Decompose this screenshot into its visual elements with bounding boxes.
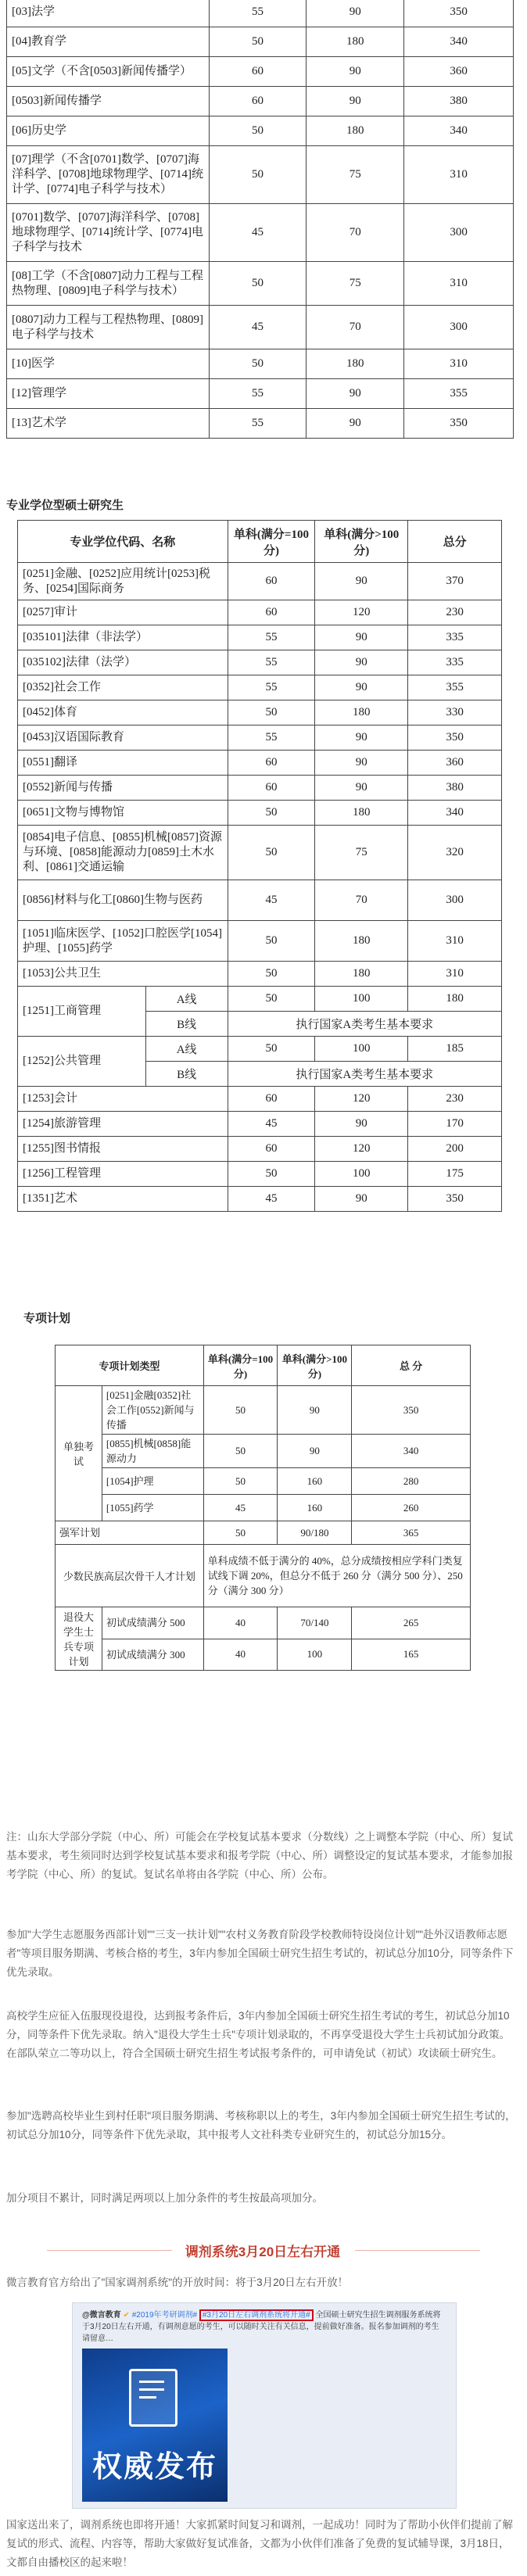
line-b-note: 执行国家A类考生基本要求 [228, 1062, 501, 1087]
section-title-special-plan: 专项计划 [23, 1312, 71, 1325]
score-single-over100: 90 [315, 776, 408, 801]
table-row [56, 1435, 471, 1468]
score-total: 300 [408, 880, 502, 921]
table-row [18, 1162, 502, 1187]
score-single-100: 50 [209, 349, 307, 379]
score-single-over100: 180 [307, 27, 404, 57]
score-total: 265 [352, 1607, 471, 1639]
score-single-over100: 70 [307, 306, 404, 349]
table-row [18, 826, 502, 880]
plan-name: [1055]药学 [102, 1495, 203, 1521]
score-total: 350 [352, 1386, 471, 1435]
score-single-over100: 90 [278, 1386, 352, 1435]
table-row [18, 776, 502, 801]
score-total: 355 [404, 379, 514, 409]
score-single-over100: 90 [315, 675, 408, 700]
degree-name: [1053]公共卫生 [18, 962, 228, 987]
score-total: 260 [352, 1495, 471, 1521]
score-single-over100: 90 [278, 1435, 352, 1468]
group-single-exam: 单独考试 [56, 1386, 102, 1521]
score-total: 280 [352, 1468, 471, 1495]
score-single-100: 60 [228, 776, 315, 801]
degree-name: [0452]体育 [18, 700, 228, 726]
score-total: 340 [404, 116, 514, 146]
score-single-over100: 70/140 [278, 1607, 352, 1639]
score-total: 380 [408, 776, 502, 801]
bonus-paragraph-rule: 加分项目不累计，同时满足两项以上加分条件的考生按最高项加分。 [6, 2192, 323, 2204]
score-total: 365 [352, 1521, 471, 1545]
score-single-100: 60 [228, 751, 315, 776]
verified-icon: ✔ [123, 2311, 130, 2320]
degree-name: [0257]审计 [18, 600, 228, 625]
discipline-name: [06]历史学 [7, 116, 210, 146]
score-total: 310 [408, 962, 502, 987]
degree-name: [1251]工商管理 [18, 987, 146, 1037]
score-total: 370 [408, 563, 502, 600]
score-total: 350 [404, 0, 514, 27]
table-row [7, 0, 514, 27]
score-single-over100: 90 [315, 1112, 408, 1137]
line-b-label: B线 [145, 1062, 228, 1087]
score-single-over100: 180 [315, 801, 408, 826]
score-single-100: 50 [228, 1162, 315, 1187]
table-professional-degree [17, 520, 502, 1212]
score-single-100: 50 [203, 1386, 278, 1435]
score-total: 310 [408, 921, 502, 962]
score-single-100: 50 [228, 801, 315, 826]
table-row [7, 349, 514, 379]
discipline-name: [0503]新闻传播学 [7, 87, 210, 116]
table-row [56, 1521, 471, 1545]
score-single-100: 45 [228, 1187, 315, 1212]
table-row [18, 700, 502, 726]
table-row [18, 1187, 502, 1212]
table-row [18, 962, 502, 987]
score-single-over100: 160 [278, 1495, 352, 1521]
score-single-100: 45 [209, 204, 307, 262]
banner-title: 调剂系统3月20日左右开通 [185, 2245, 341, 2259]
score-single-over100: 90 [307, 409, 404, 439]
score-single-over100: 90 [315, 563, 408, 600]
table-row [18, 650, 502, 675]
score-total: 340 [352, 1435, 471, 1468]
score-single-over100: 90 [307, 87, 404, 116]
score-total: 335 [408, 625, 502, 650]
table-row [7, 57, 514, 87]
score-total: 230 [408, 600, 502, 625]
score-single-over100: 120 [315, 1137, 408, 1162]
degree-name: [0854]电子信息、[0855]机械[0857]资源与环境、[0858]能源动力[0859]土木水利、[0861]交通运输 [18, 826, 228, 880]
discipline-name: [07]理学（不含[0701]数学、[0707]海洋科学、[0708]地球物理学、[0714]统计学、[0774]电子科学与技术） [7, 146, 210, 204]
table-academic-degree [6, 0, 514, 439]
discipline-name: [0701]数学、[0707]海洋科学、[0708]地球物理学、[0714]统计学、[0774]电子科学与技术 [7, 204, 210, 262]
score-total: 335 [408, 650, 502, 675]
score-single-100: 45 [228, 880, 315, 921]
score-single-over100: 75 [307, 262, 404, 306]
score-single-100: 40 [203, 1607, 278, 1639]
score-single-over100: 180 [315, 921, 408, 962]
post-highlight: #3月20日左右调剂系统将开通# [199, 2309, 314, 2321]
table-row [18, 625, 502, 650]
discipline-name: [13]艺术学 [7, 409, 210, 439]
table-header [56, 1345, 471, 1386]
degree-name: [0251]金融、[0252]应用统计[0253]税务、[0254]国际商务 [18, 563, 228, 600]
table-row [56, 1607, 471, 1639]
plan-name: [1054]护理 [102, 1468, 203, 1495]
score-total: 360 [408, 751, 502, 776]
table-row [56, 1495, 471, 1521]
intro-paragraph: 微言教育官方给出了"国家调剂系统"的开放时间：将于3月20日左右开放！ [6, 2277, 349, 2288]
score-single-100: 55 [228, 726, 315, 751]
score-single-100: 50 [228, 921, 315, 962]
score-single-over100: 90 [315, 751, 408, 776]
table-row [56, 1468, 471, 1495]
document-icon [129, 2369, 177, 2427]
header-total: 总 分 [352, 1345, 471, 1386]
score-total: 360 [404, 57, 514, 87]
score-single-100: 60 [228, 563, 315, 600]
table-row [7, 204, 514, 262]
score-single-100: 55 [209, 0, 307, 27]
score-total: 355 [408, 675, 502, 700]
score-total: 310 [404, 349, 514, 379]
score-single-100: 50 [209, 146, 307, 204]
score-single-over100: 100 [315, 987, 408, 1012]
score-single-100: 60 [209, 87, 307, 116]
table-row [18, 880, 502, 921]
degree-name: [0552]新闻与传播 [18, 776, 228, 801]
table-row [18, 1137, 502, 1162]
bonus-paragraph-military: 高校学生应征入伍服现役退役，达到报考条件后，3年内参加全国硕士研究生招生考试的考生，初试总分加10分，同等条件下优先录取。纳入"退役大学生士兵"专项计划录取的，不再享受退役大学生士兵初试加分政策。在部队荣立二等功以上，符合全国硕士研究生招生考试报考条件的，可申请免试（初试）攻读硕士研究生。 [6, 2010, 511, 2059]
score-single-over100: 100 [315, 1037, 408, 1062]
table-row [7, 306, 514, 349]
degree-name: [0856]材料与化工[0860]生物与医药 [18, 880, 228, 921]
authority-release-text: 权威发布 [91, 2449, 217, 2484]
score-single-100: 45 [228, 1112, 315, 1137]
plan-name: [0251]金融[0352]社会工作[0552]新闻与传播 [102, 1386, 203, 1435]
score-total: 310 [404, 146, 514, 204]
bonus-paragraph-village: 参加"选聘高校毕业生到村任职"项目服务期满、考核称职以上的考生，3年内参加全国硕士研究生招生考试的，初试总分加10分，同等条件下优先录取，其中报考人文社科类专业研究生的，初试总分加15分。 [6, 2110, 516, 2141]
score-single-100: 50 [228, 826, 315, 880]
footer-paragraph: 国家送出来了，调剂系统也即将开通！大家抓紧时间复习和调剂，一起成功！同时为了帮助小伙伴们提前了解复试的形式、流程、内容等，帮助大家做好复试准备，文都为小伙伴们准备了免费的复试辅导课，3月18日，文都自由播校区的起来啦！ [6, 2519, 513, 2568]
score-single-over100: 70 [315, 880, 408, 921]
score-total: 340 [408, 801, 502, 826]
table-row [56, 1545, 471, 1607]
bonus-paragraph-volunteer: 参加"大学生志愿服务西部计划""三支一扶计划""农村义务教育阶段学校教师特设岗位计划""赴外汉语教师志愿者"等项目服务期满、考核合格的考生，3年内参加全国硕士研究生招生考试的，初试总分加10分，同等条件下优先录取。 [6, 1929, 514, 1978]
table-header [18, 521, 502, 563]
degree-name: [1254]旅游管理 [18, 1112, 228, 1137]
weibo-screenshot [72, 2302, 457, 2509]
score-total: 170 [408, 1112, 502, 1137]
score-single-over100: 75 [307, 146, 404, 204]
discipline-name: [03]法学 [7, 0, 210, 27]
score-single-100: 55 [209, 379, 307, 409]
plan-name: [0855]机械[0858]能源动力 [102, 1435, 203, 1468]
plan-name: 少数民族高层次骨干人才计划 [56, 1545, 204, 1607]
table-row [18, 726, 502, 751]
score-single-100: 50 [209, 262, 307, 306]
score-single-100: 50 [228, 962, 315, 987]
table-row [7, 379, 514, 409]
score-single-over100: 70 [307, 204, 404, 262]
discipline-name: [05]文学（不含[0503]新闻传播学） [7, 57, 210, 87]
table-row [18, 1037, 502, 1062]
header-code-name: 专业学位代码、名称 [18, 521, 228, 563]
plan-name: 初试成绩满分 500 [102, 1607, 203, 1639]
table-row [7, 146, 514, 204]
score-single-100: 50 [203, 1468, 278, 1495]
header-plan-type: 专项计划类型 [56, 1345, 204, 1386]
header-single-100: 单科(满分=100分) [228, 521, 315, 563]
degree-name: [0453]汉语国际教育 [18, 726, 228, 751]
score-single-100: 60 [228, 600, 315, 625]
score-single-100: 50 [203, 1521, 278, 1545]
score-total: 200 [408, 1137, 502, 1162]
score-single-100: 50 [209, 27, 307, 57]
table-row [56, 1639, 471, 1671]
line-b-label: B线 [145, 1012, 228, 1037]
note-paragraph: 注：山东大学部分学院（中心、所）可能会在学校复试基本要求（分数线）之上调整本学院（中心、所）复试基本要求，考生须同时达到学校复试基本要求和报考学院（中心、所）调整设定的复试基本要求，才能参加报考学院（中心、所）的复试。复试名单将由各学院（中心、所）公布。 [6, 1831, 513, 1880]
score-single-over100: 100 [278, 1639, 352, 1671]
table-row [7, 27, 514, 57]
degree-name: [035102]法律（法学） [18, 650, 228, 675]
score-single-over100: 90 [307, 0, 404, 27]
table-row [18, 921, 502, 962]
score-total: 230 [408, 1087, 502, 1112]
plan-note: 单科成绩不低于满分的 40%，总分成绩按相应学科门类复试线下调 20%，但总分不低于 260 分（满分 500 分）、250 分（满分 300 分） [203, 1545, 470, 1607]
score-single-over100: 90 [315, 625, 408, 650]
table-row [18, 1112, 502, 1137]
score-single-over100: 180 [307, 116, 404, 146]
table-special-plan [55, 1345, 471, 1671]
plan-name: 初试成绩满分 300 [102, 1639, 203, 1671]
score-single-over100: 90 [315, 726, 408, 751]
degree-name: [0352]社会工作 [18, 675, 228, 700]
plan-name: 强军计划 [56, 1521, 204, 1545]
table-row [18, 801, 502, 826]
header-total: 总分 [408, 521, 502, 563]
score-single-100: 60 [228, 1087, 315, 1112]
score-single-100: 50 [228, 1037, 315, 1062]
line-b-note: 执行国家A类考生基本要求 [228, 1012, 501, 1037]
line-a-label: A线 [145, 987, 228, 1012]
score-total: 350 [404, 409, 514, 439]
degree-name: [1255]图书情报 [18, 1137, 228, 1162]
banner-line-right [355, 2250, 480, 2251]
score-single-over100: 180 [315, 962, 408, 987]
discipline-name: [0807]动力工程与工程热物理、[0809]电子科学与技术 [7, 306, 210, 349]
discipline-name: [04]教育学 [7, 27, 210, 57]
score-single-100: 45 [203, 1495, 278, 1521]
score-single-over100: 120 [315, 1087, 408, 1112]
score-single-over100: 90 [307, 379, 404, 409]
line-a-label: A线 [145, 1037, 228, 1062]
score-single-100: 50 [228, 700, 315, 726]
degree-name: [035101]法律（非法学） [18, 625, 228, 650]
header-single-100: 单科(满分=100分) [203, 1345, 278, 1386]
score-single-over100: 160 [278, 1468, 352, 1495]
score-total: 340 [404, 27, 514, 57]
score-total: 350 [408, 726, 502, 751]
discipline-name: [12]管理学 [7, 379, 210, 409]
announcement-image [82, 2348, 228, 2502]
table-row [18, 1087, 502, 1112]
score-single-100: 55 [209, 409, 307, 439]
table-row [7, 116, 514, 146]
table-row [18, 675, 502, 700]
table-row [7, 87, 514, 116]
score-single-100: 50 [209, 116, 307, 146]
score-single-over100: 90 [315, 650, 408, 675]
account-name: @微言教育 [82, 2311, 121, 2320]
discipline-name: [08]工学（不含[0807]动力工程与工程热物理、[0809]电子科学与技术） [7, 262, 210, 306]
score-single-over100: 90/180 [278, 1521, 352, 1545]
header-single-over100: 单科(满分>100分) [278, 1345, 352, 1386]
discipline-name: [10]医学 [7, 349, 210, 379]
score-single-100: 55 [228, 675, 315, 700]
table-row [7, 262, 514, 306]
score-total: 180 [408, 987, 502, 1012]
degree-name: [1256]工程管理 [18, 1162, 228, 1187]
score-total: 300 [404, 204, 514, 262]
score-total: 350 [408, 1187, 502, 1212]
score-single-over100: 75 [315, 826, 408, 880]
table-row [18, 987, 502, 1012]
table-row [18, 563, 502, 600]
score-single-100: 50 [228, 987, 315, 1012]
degree-name: [1051]临床医学、[1052]口腔医学[1054]护理、[1055]药学 [18, 921, 228, 962]
score-single-100: 40 [203, 1639, 278, 1671]
table-row [56, 1386, 471, 1435]
table-row [18, 751, 502, 776]
section-title-professional: 专业学位型硕士研究生 [6, 499, 124, 512]
score-single-over100: 100 [315, 1162, 408, 1187]
score-single-100: 60 [209, 57, 307, 87]
post-tag: #2019年考研调剂# [131, 2311, 198, 2320]
post-text: 全国硕士研究生招生调剂服务系统将于3月20日左右开通，有调剂意愿的考生，可以随时关注有关信息，提前做好准备。报名参加调剂的考生请留意… [82, 2311, 441, 2343]
degree-name: [1253]会计 [18, 1087, 228, 1112]
degree-name: [1252]公共管理 [18, 1037, 146, 1087]
score-single-100: 60 [228, 1137, 315, 1162]
score-total: 185 [408, 1037, 502, 1062]
score-single-100: 50 [203, 1435, 278, 1468]
degree-name: [0651]文物与博物馆 [18, 801, 228, 826]
group-veteran: 退役大学生士兵专项计划 [56, 1607, 102, 1671]
score-single-100: 55 [228, 625, 315, 650]
score-single-100: 55 [228, 650, 315, 675]
degree-name: [0551]翻译 [18, 751, 228, 776]
score-single-over100: 120 [315, 600, 408, 625]
degree-name: [1351]艺术 [18, 1187, 228, 1212]
score-total: 175 [408, 1162, 502, 1187]
score-total: 380 [404, 87, 514, 116]
score-single-over100: 180 [307, 349, 404, 379]
score-single-over100: 180 [315, 700, 408, 726]
score-total: 310 [404, 262, 514, 306]
header-single-over100: 单科(满分>100分) [315, 521, 408, 563]
score-total: 320 [408, 826, 502, 880]
score-total: 300 [404, 306, 514, 349]
score-total: 330 [408, 700, 502, 726]
table-row [7, 409, 514, 439]
score-single-100: 45 [209, 306, 307, 349]
table-row [18, 600, 502, 625]
score-single-over100: 90 [307, 57, 404, 87]
score-total: 165 [352, 1639, 471, 1671]
score-single-over100: 90 [315, 1187, 408, 1212]
